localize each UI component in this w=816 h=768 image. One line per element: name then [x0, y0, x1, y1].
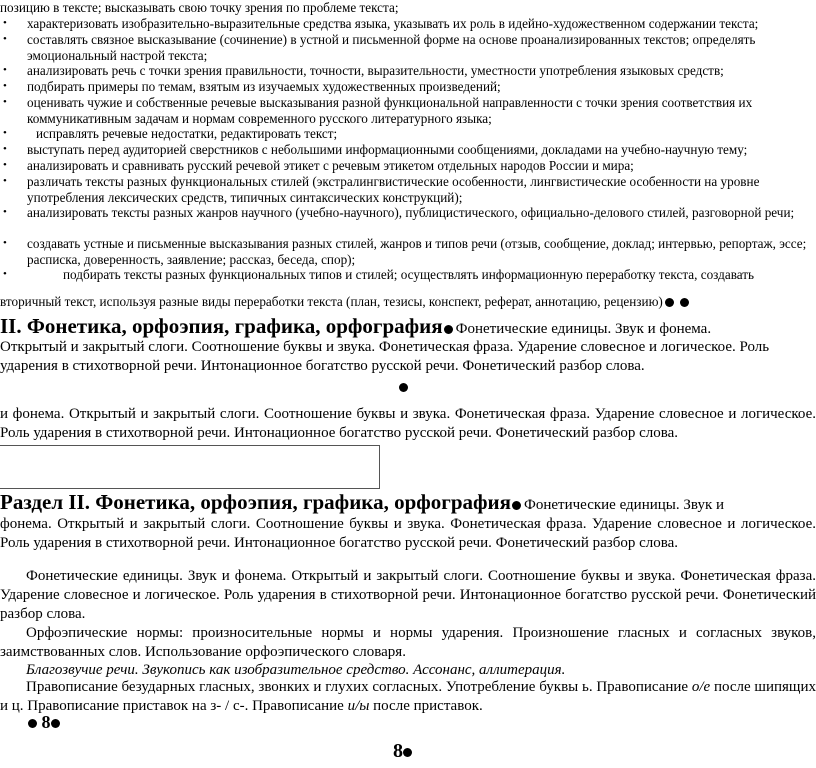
- list-item: • составлять связное высказывание (сочинение) в устной и письменной форме на основе проанализированных текстов; определять эмоциональный настрой текста;: [3, 32, 756, 63]
- bullet-icon: •: [3, 80, 7, 92]
- section-heading: Раздел II. Фонетика, орфоэпия, графика, орфография Фонетические единицы. Звук и: [0, 490, 725, 514]
- paragraph: и фонема. Открытый и закрытый слоги. Соотношение буквы и звука. Фонетическая фраза. Ударение словесное и логическое. Роль ударения в стихотворной речи. Интонационное богатство русской речи. Фонетический разбор слова.: [0, 406, 816, 441]
- section-heading: II. Фонетика, орфоэпия, графика, орфография Фонетические единицы. Звук и фонема.: [0, 314, 712, 338]
- page-number: 8: [393, 740, 412, 763]
- empty-frame: [0, 445, 380, 489]
- list-item: • создавать устные и письменные высказывания разных стилей, жанров и типов речи (отзыв, сообщение, доклад; интервью, репортаж, эссе; расписка, доверенность, заявление; рассказ, беседа, спор);: [3, 236, 807, 267]
- list-item: • анализировать речь с точки зрения правильности, точности, выразительности, уместности употребления языковых средств;: [3, 63, 724, 78]
- paragraph: Правописание безударных гласных, звонких и глухих согласных. Употребление буквы ь. Правописание о/е после шипящих и ц. Правописание приставок на з- / с-. Правописание и/ы после приставок.: [0, 679, 816, 714]
- dot-icon: [665, 298, 674, 307]
- dot-icon: [512, 501, 521, 510]
- list-item: • анализировать тексты разных жанров научного (учебно-научного), публицистического, официально-делового стилей, разговорной речи;: [3, 205, 795, 220]
- paragraph: Благозвучие речи. Звукопись как изобразительное средство. Ассонанс, аллитерация.: [26, 662, 566, 678]
- list-continuation: вторичный текст, используя разные виды переработки текста (план, тезисы, конспект, реферат, аннотацию, рецензию): [0, 294, 689, 310]
- dot-icon: [444, 325, 453, 334]
- bullet-icon: •: [3, 175, 7, 187]
- dot-icon: [399, 383, 408, 392]
- list-item: • подбирать тексты разных функциональных типов и стилей; осуществлять информационную переработку текста, создавать: [3, 267, 755, 282]
- bullet-icon: •: [3, 96, 7, 108]
- list-item: • исправлять речевые недостатки, редактировать текст;: [3, 126, 338, 141]
- bullet-icon: •: [3, 33, 7, 45]
- page-number: 8: [28, 712, 60, 733]
- bullet-icon: •: [3, 143, 7, 155]
- dot-icon: [680, 298, 689, 307]
- bullet-icon: •: [3, 268, 7, 280]
- paragraph: Фонетические единицы. Звук и фонема. Открытый и закрытый слоги. Соотношение буквы и звука. Фонетическая фраза. Ударение словесное и логическое. Роль ударения в стихотворной речи. Интонационное богатство русской речи. Фонетический разбор слова.: [0, 568, 816, 622]
- list-item: • анализировать и сравнивать русский речевой этикет с речевым этикетом отдельных народов России и мира;: [3, 158, 634, 173]
- text-line: позицию в тексте; высказывать свою точку зрения по проблеме текста;: [0, 0, 399, 15]
- bullet-icon: •: [3, 17, 7, 29]
- bullet-icon: •: [3, 206, 7, 218]
- bullet-list: [0, 16, 816, 285]
- dot-icon: [28, 719, 37, 728]
- bullet-icon: •: [3, 64, 7, 76]
- list-item: • различать тексты разных функциональных стилей (экстралингвистические особенности, лингвистические особенности на уровне употребления лексических средств, типичных синтаксических конструкций);: [3, 174, 760, 205]
- list-item: • характеризовать изобразительно-выразительные средства языка, указывать их роль в идейно-художественном содержании текста;: [3, 16, 759, 31]
- bullet-icon: •: [3, 237, 7, 249]
- dot-icon: [403, 748, 412, 757]
- dot-icon: [51, 719, 60, 728]
- bullet-icon: •: [3, 127, 7, 139]
- list-item: • оценивать чужие и собственные речевые высказывания разной функциональной направленности с точки зрения соответствия их коммуникативным задачам и нормам современного русского литературного языка;: [3, 95, 753, 126]
- list-item: • выступать перед аудиторией сверстников с небольшими информационными сообщениями, докладами на учебно-научную тему;: [3, 142, 748, 157]
- bullet-icon: •: [3, 159, 7, 171]
- list-item: • подбирать примеры по темам, взятым из изучаемых художественных произведений;: [3, 79, 501, 94]
- paragraph: Орфоэпические нормы: произносительные нормы и нормы ударения. Произношение гласных и согласных звуков, заимствованных слов. Использование орфоэпического словаря.: [0, 625, 816, 660]
- paragraph: Открытый и закрытый слоги. Соотношение буквы и звука. Фонетическая фраза. Ударение словесное и логическое. Роль ударения в стихотворной речи. Интонационное богатство русской речи. Фонетический разбор слова.: [0, 339, 770, 374]
- paragraph: фонема. Открытый и закрытый слоги. Соотношение буквы и звука. Фонетическая фраза. Ударение словесное и логическое. Роль ударения в стихотворной речи. Интонационное богатство русской речи. Фонетический разбор слова.: [0, 516, 816, 551]
